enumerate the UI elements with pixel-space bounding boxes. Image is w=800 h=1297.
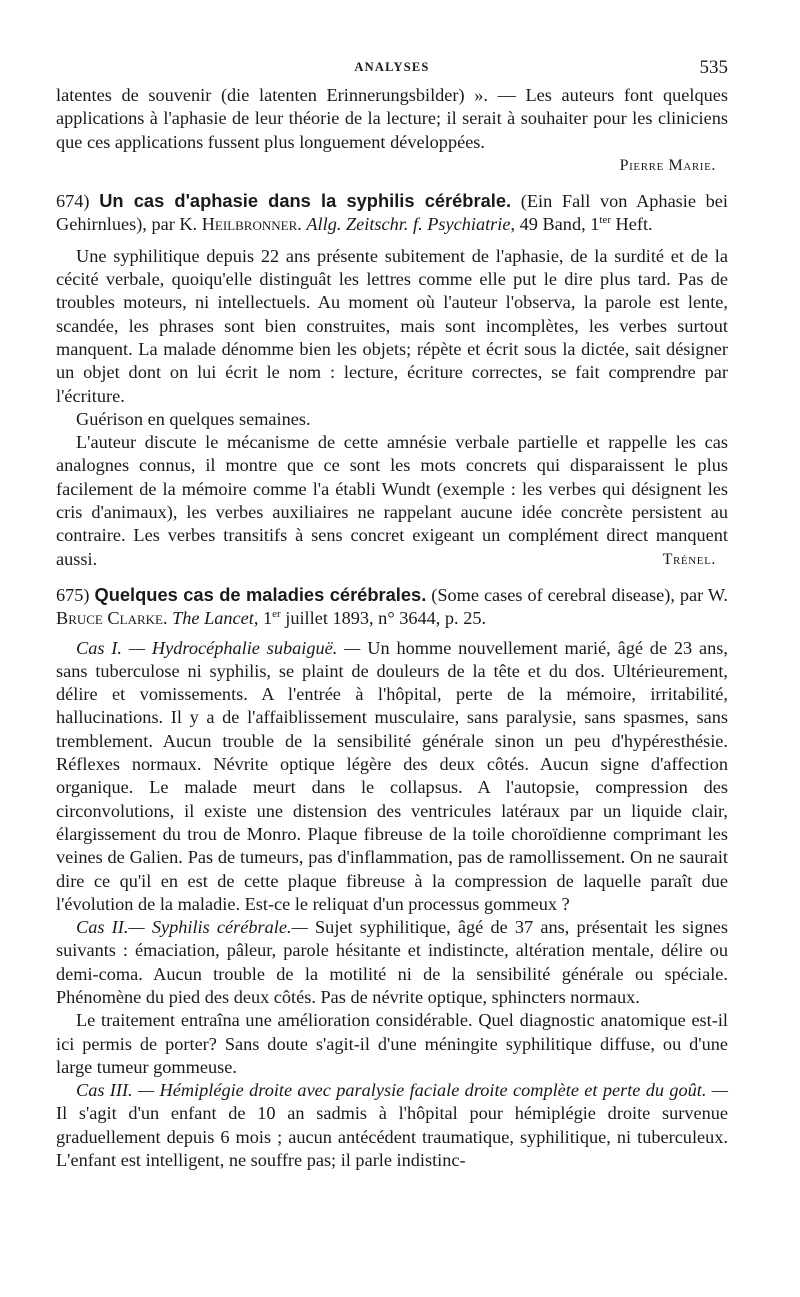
entry-675-ref-sup: er (272, 608, 281, 621)
entry-674-ref-d: Heft. (610, 214, 653, 235)
entry-674-title: Un cas d'aphasie dans la syphilis cérébrale. (99, 190, 512, 212)
case-1-label: Cas I. — Hydrocéphalie subaiguë. — (76, 637, 361, 658)
entry-674-journal: Allg. Zeitschr. f. Psychiatrie (306, 214, 511, 235)
entry-675-ref-a: (Some cases of cerebral disease), par W. (426, 584, 728, 605)
intro-paragraph: latentes de souvenir (die latenten Erinnerungsbilder) ». — Les auteurs font quelques applications à l'aphasie de leur théorie de la lecture; il serait à souhaiter pour les cliniciens que ces applications fussent plus longuement développées. (56, 85, 728, 152)
entry-674-paragraph-2: Guérison en quelques semaines. (76, 408, 311, 429)
case-2-paragraph (56, 916, 728, 1009)
entry-674-paragraph-3-text: L'auteur discute le mécanisme de cette amnésie verbale partielle et rappelle les cas analognes connus, il montre que ce sont les mots concrets qui disparaissent le plus facilement de la mémoire comme l'a établi Wundt (exemple : les verbes qui désignent les cris d'animaux), les verbes auxiliaires ne rappelant aucune idée concrète persistent au contraire. Les verbes transitifs à sens concret exigeant un complément direct manquent aussi. (56, 432, 728, 569)
entry-674-ref-a: (Ein Fall von Aphasie bei Gehirnlues), par K. (56, 191, 728, 235)
case-1-paragraph (56, 637, 728, 917)
entry-675-journal: The Lancet (172, 608, 254, 629)
entry-674-ref-c: , 49 Band, 1 (510, 214, 600, 235)
entry-675-author: Bruce Clarke (56, 608, 163, 629)
entry-675-heading (56, 583, 728, 631)
entry-674-paragraph-1: Une syphilitique depuis 22 ans présente subitement de l'aphasie, de la surdité et de la cécité verbale, quoiqu'elle distinguât les lettres comme elle put le dire plus tard. Pas de troubles moteurs, ni intellectuels. Au moment où l'auteur l'observa, la parole est lente, scandée, les phrases sont bien construites, mais sont incomplètes, les verbes surtout manquent. La malade dénomme bien les objets; répète et écrit sous la dictée, sait désigner un objet dont on lui écrit le nom : lecture, écriture correctes, se fait comprendre par l'écriture. (56, 245, 728, 406)
entry-674-ref-sup: ter (599, 214, 611, 227)
entry-675-ref-c: , 1 (253, 608, 273, 629)
running-title: ANALYSES (354, 60, 430, 74)
case-2-text: Sujet syphilitique, âgé de 37 ans, présentait les signes suivants : émaciation, pâleur, parole hésitante et indistincte, altération mentale, délire ou demi-coma. Aucun trouble de la motilité ni de la sensibilité générale ou spéciale. Phénomène du pied des deux côtés. Pas de névrite optique, sphincters normaux. (56, 917, 729, 1007)
case-3-label: Cas III. — Hémiplégie droite avec paralysie faciale droite complète et perte du goût. — (76, 1080, 728, 1101)
entry-674-number: 674) (56, 191, 90, 212)
entry-675-ref-d: juillet 1893, n° 3644, p. 25. (280, 608, 487, 629)
entry-675-ref-b: . (162, 608, 173, 629)
case-2-label: Cas II.— Syphilis cérébrale.— (76, 917, 308, 938)
entry-675-number: 675) (56, 584, 90, 605)
case-2-followup: Le traitement entraîna une amélioration considérable. Quel diagnostic anatomique est-il ici permis de porter? Sans doute s'agit-il d'une méningite syphilitique diffuse, ou d'une large tumeur gommeuse. (56, 1010, 728, 1077)
case-3-text: Il s'agit d'un enfant de 10 an sadmis à l'hôpital pour hémiplégie droite survenue graduellement depuis 6 mois ; aucun antécédent traumatique, syphilitique, ni tuberculeux. L'enfant est intelligent, ne souffre pas; il parle indistinc- (56, 1103, 728, 1171)
entry-675-title: Quelques cas de maladies cérébrales. (94, 583, 427, 605)
entry-674-paragraph-3 (56, 431, 728, 571)
case-1-text: Un homme nouvellement marié, âgé de 23 ans, sans tuberculose ni syphilis, se plaint de douleurs de la tête et du dos. Ultérieurement, délire et vomissements. A l'entrée à l'hôpital, perte de la mémoire, irritabilité, hallucinations. Il y a de l'affaiblissement musculaire, sans paralysie, sans spasmes, sans tremblement. Aucun trouble de la sensibilité générale sinon un peu d'hypéresthésie. Réflexes normaux. Névrite optique légère des deux côtés. Aucun signe d'affection organique. Le malade meurt dans le collapsus. A l'autopsie, compression des circonvolutions, il existe une distension des ventricules latéraux par un liquide clair, élargissement du trou de Monro. Plaque fibreuse de la toile choroïdienne comprimant les veines de Galien. Pas de tumeurs, pas d'inflammation, pas de ramollissement. On ne saurait dire ce qu'il en est de cette plaque fibreuse à la compression de laquelle paraît due l'évolution de la maladie. Est-ce le reliquat d'un processus gommeux ? (56, 637, 728, 914)
body-text (56, 84, 728, 1172)
entry-674 (56, 189, 728, 571)
entry-675 (56, 583, 728, 1172)
signature-trenel: Trénel. (662, 550, 716, 568)
page-number: 535 (699, 57, 728, 78)
running-header (56, 57, 728, 82)
entry-674-author: Heilbronner (201, 214, 298, 235)
entry-674-ref-b: . (297, 214, 307, 235)
case-3-paragraph (56, 1079, 728, 1172)
signature-pierre-marie: Pierre Marie. (619, 156, 716, 174)
entry-674-heading (56, 189, 728, 237)
